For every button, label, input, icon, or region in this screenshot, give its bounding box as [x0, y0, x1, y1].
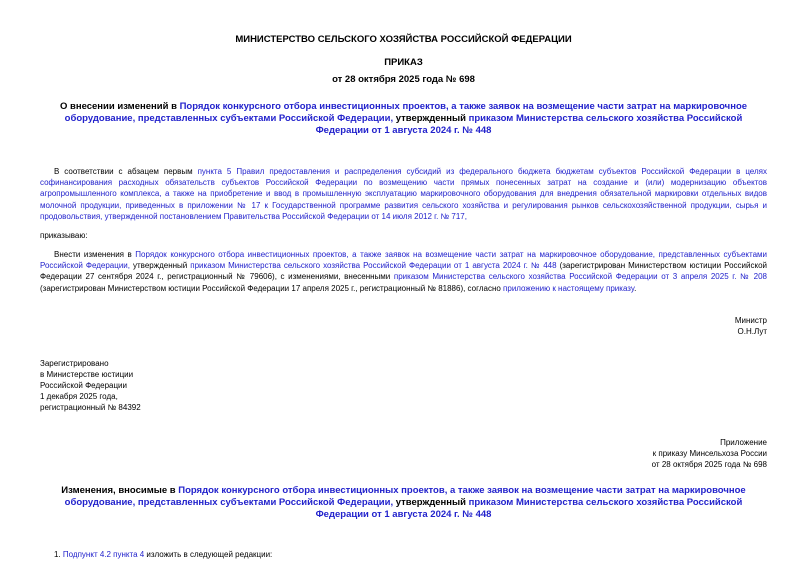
registration-block — [40, 358, 767, 413]
amendment-item — [40, 549, 767, 560]
doc-text: утвержденный — [393, 113, 469, 124]
doc-link[interactable]: приказом Министерства сельского хозяйства Российской Федерации от 1 августа 2024 г. № 448 — [315, 113, 743, 136]
doc-text: В соответствии с абзацем первым — [54, 167, 198, 176]
preamble-paragraph — [40, 166, 767, 222]
doc-link[interactable]: приказом Министерства сельского хозяйства Российской Федерации от 3 апреля 2025 г. № 208 — [393, 272, 767, 282]
doc-text: (зарегистрирован Министерством юстиции Российской Федерации 27 сентября 2024 г., регистрационный № 79606), с изменениями, внесенными — [40, 261, 767, 282]
decree-word: приказываю: — [40, 231, 88, 241]
doc-link[interactable]: пункта 5 Правил предоставления и распределения субсидий из федерального бюджета бюджетам субъектов Российской Федерации в целях софинансирования расходных обязательств субъектов Российской Федерации по возмещению части прямых понесенных затрат на создание и (или) модернизацию объектов агропромышленного комплекса, а также на приобретение и ввод в промышленную эксплуатацию маркировочного оборудования для внедрения обязательной маркировки отдельных видов молочной продукции, приведенных в приложении № 17 к Государственной программе развития сельского хозяйства и регулирования рынков сельскохозяйственной продукции, сырья и продовольствия, утвержденной постановлением Правительства Российской Федерации от 14 июля 2012 г. № 717, — [40, 167, 767, 221]
registration-line: регистрационный № 84392 — [40, 402, 141, 412]
doc-text: Изменения, вносимые в — [61, 484, 179, 496]
minister-name: О.Н.Лут — [737, 326, 767, 336]
annex-reference-block — [40, 437, 767, 470]
order-paragraph — [40, 249, 767, 294]
doc-link[interactable]: Порядок конкурсного отбора инвестиционных проектов, а также заявок на возмещение части затрат на маркировочное оборудование, представленных субъектами Российской Федерации, — [64, 101, 748, 124]
doc-text: утвержденный — [393, 496, 469, 508]
annex-reference-line: Приложение — [720, 437, 767, 447]
doc-link[interactable]: приложению к настоящему приказу — [503, 283, 635, 293]
doc-text: (зарегистрирован Министерством юстиции Российской Федерации 17 апреля 2025 г., регистрационный № 81886), согласно — [40, 283, 504, 293]
doc-text: изложить в следующей редакции: — [144, 549, 273, 559]
decree-type-label: ПРИКАЗ — [384, 57, 423, 68]
registration-line: в Министерстве юстиции — [40, 369, 134, 379]
ministry-header: МИНИСТЕРСТВО СЕЛЬСКОГО ХОЗЯЙСТВА РОССИЙСКОЙ ФЕДЕРАЦИИ — [235, 34, 572, 45]
annex-reference-line: к приказу Минсельхоза России — [652, 448, 767, 458]
decree-date-number: от 28 октября 2025 года № 698 — [332, 74, 475, 85]
doc-text: утвержденный — [130, 261, 191, 271]
doc-link[interactable]: Порядок конкурсного отбора инвестиционных проектов, а также заявок на возмещение части затрат на маркировочное оборудование, представленных субъектами Российской Федерации, — [64, 484, 746, 508]
registration-line: Зарегистрировано — [40, 358, 109, 368]
annex-title — [40, 485, 767, 521]
signature-block — [40, 315, 767, 337]
doc-text: О внесении изменений в — [59, 101, 180, 112]
doc-link[interactable]: приказом Министерства сельского хозяйства Российской Федерации от 1 августа 2024 г. № 448 — [190, 261, 557, 271]
doc-text: Внести изменения в — [54, 250, 136, 260]
minister-position: Министр — [734, 315, 767, 325]
registration-line: 1 декабря 2025 года, — [40, 391, 118, 401]
doc-text: 1. — [54, 549, 63, 559]
registration-line: Российской Федерации — [40, 380, 127, 390]
doc-text: . — [634, 283, 637, 293]
doc-link[interactable]: Подпункт 4.2 пункта 4 — [62, 549, 145, 559]
doc-link[interactable]: Порядок конкурсного отбора инвестиционных проектов, а также заявок на возмещение части затрат на маркировочное оборудование, представленных субъектами Российской Федерации, — [40, 250, 767, 271]
decree-title — [40, 101, 767, 137]
annex-reference-line: от 28 октября 2025 года № 698 — [651, 459, 767, 469]
doc-link[interactable]: приказом Министерства сельского хозяйства Российской Федерации от 1 августа 2024 г. № 448 — [315, 496, 743, 520]
